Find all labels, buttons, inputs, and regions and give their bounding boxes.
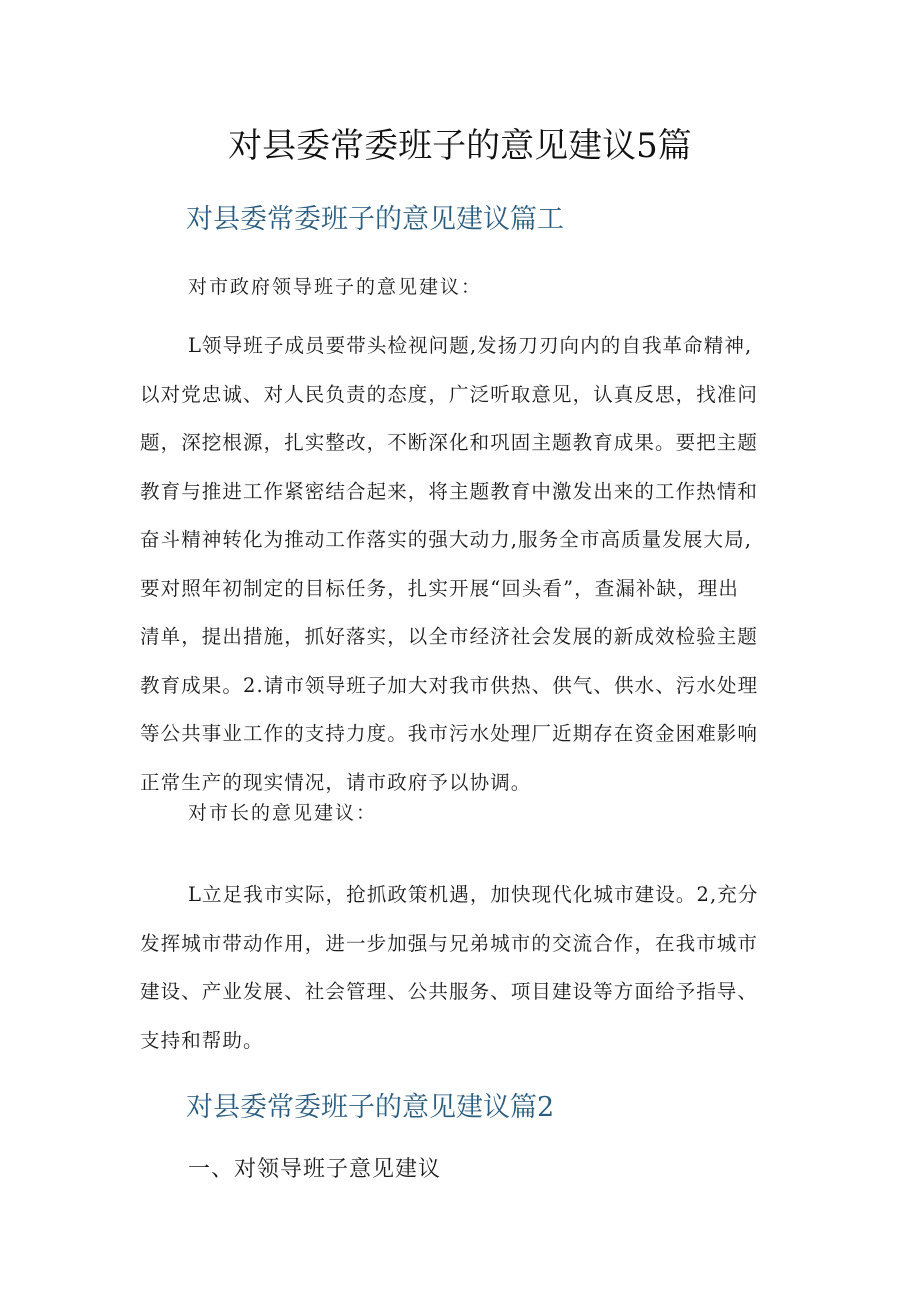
paragraph-line: 教育成果。2.请市领导班子加大对我市供热、供气、供水、污水处理 [140,673,759,697]
section-2-subheading: 一、对领导班子意见建议 [188,1157,442,1182]
paragraph-line: 支持和帮助。 [140,1028,264,1052]
paragraph-line: 建设、产业发展、社会管理、公共服务、项目建设等方面给予指导、 [140,980,759,1003]
paragraph-line: 要对照年初制定的目标任务，扎实开展“回头看”，查漏补缺，理出 [140,576,739,600]
mayor-suggestions-label: 对市长的意见建议： [188,802,378,824]
section-1-heading: 对县委常委班子的意见建议篇工 [186,204,564,235]
section-2-heading: 对县委常委班子的意见建议篇2 [186,1092,555,1123]
paragraph-line: 等公共事业工作的支持力度。我市污水处理厂近期存在资金困难影响 [140,722,759,745]
government-suggestions-paragraph [140,331,810,816]
paragraph-line: L领导班子成员要带头检视问题,发扬刀刃向内的自我革命精神, [188,334,753,357]
mayor-suggestions-paragraph [140,880,810,1074]
government-suggestions-label: 对市政府领导班子的意见建议： [188,276,483,298]
paragraph-line: 清单，提出措施，抓好落实，以全市经济社会发展的新成效检验主题 [140,625,759,648]
paragraph-line: L立足我市实际，抢抓政策机遇，加快现代化城市建设。2,充分 [188,883,759,906]
document-title: 对县委常委班子的意见建议5篇 [228,126,692,166]
paragraph-line: 发挥城市带动作用，进一步加强与兄弟城市的交流合作，在我市城市 [140,931,759,955]
paragraph-line: 奋斗精神转化为推动工作落实的强大动力,服务全市高质量发展大局, [140,528,752,551]
paragraph-line: 题，深挖根源，扎实整改，不断深化和巩固主题教育成果。要把主题 [140,431,759,454]
paragraph-line: 以对党忠诚、对人民负责的态度，广泛听取意见，认真反思，找准问 [140,382,759,406]
paragraph-line: 教育与推进工作紧密结合起来，将主题教育中激发出来的工作热情和 [140,479,759,503]
paragraph-line: 正常生产的现实情况，请市政府予以协调。 [140,770,532,794]
